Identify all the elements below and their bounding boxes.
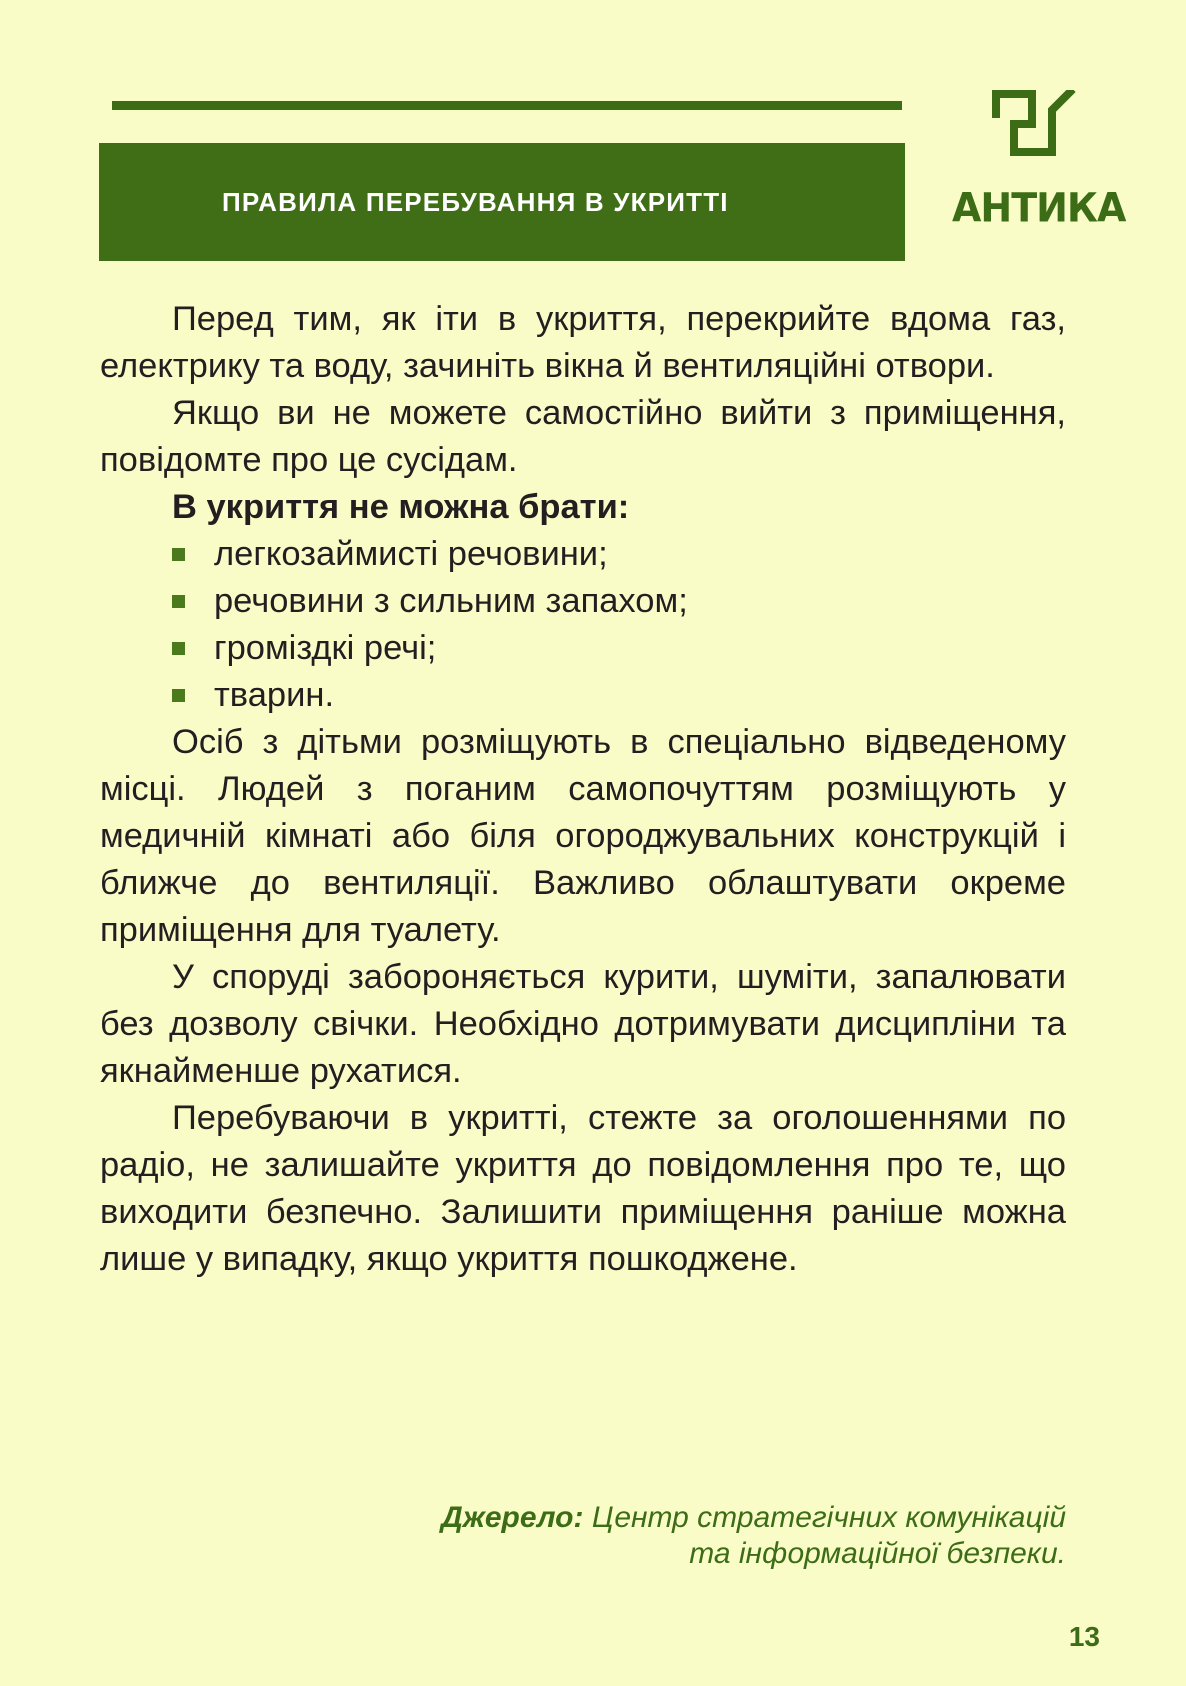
square-bullet-icon — [172, 548, 185, 561]
list-item-text: громіздкі речі; — [214, 629, 437, 667]
main-content — [100, 296, 1066, 1283]
paragraph-notify-neighbors: Якщо ви не можете самостійно вийти з приміщення, повідомте про це сусідам. — [100, 394, 1066, 479]
source-line-1: Центр стратегічних комунікацій — [591, 1501, 1066, 1534]
publisher-logo — [952, 90, 1126, 232]
section-title: ПРАВИЛА ПЕРЕБУВАННЯ В УКРИТТІ — [222, 186, 729, 217]
top-divider-rule — [112, 101, 902, 110]
antyka-logo-icon — [992, 90, 1078, 182]
paragraph-prohibitions: У споруді забороняється курити, шуміти, запалювати без дозволу свічки. Необхідно дотримувати дисципліни та якнайменше рухатися. — [100, 958, 1066, 1090]
page-number: 13 — [1068, 1621, 1100, 1652]
prohibited-items-heading: В укриття не можна брати: — [172, 488, 630, 526]
list-item-text: легкозаймисті речовини; — [214, 535, 608, 573]
paragraph-announcements: Перебуваючи в укритті, стежте за оголошеннями по радіо, не залишайте укриття до повідомлення про те, що виходити безпечно. Залишити приміщення раніше можна лише у випадку, якщо укриття пошкоджене. — [100, 1099, 1066, 1278]
prohibited-items-list — [100, 531, 1066, 719]
list-item-text: тварин. — [214, 676, 335, 714]
source-label: Джерело: — [441, 1501, 584, 1534]
list-item — [172, 625, 1066, 672]
source-citation — [441, 1500, 1066, 1572]
square-bullet-icon — [172, 595, 185, 608]
logo-wordmark: АНТИКА — [952, 184, 1126, 232]
square-bullet-icon — [172, 689, 185, 702]
list-item — [172, 672, 1066, 719]
source-line-2: та інформаційної безпеки. — [689, 1537, 1066, 1570]
list-item-text: речовини з сильним запахом; — [214, 582, 688, 620]
paragraph-before-shelter: Перед тим, як іти в укриття, перекрийте вдома газ, електрику та воду, зачиніть вікна й вентиляційні отвори. — [100, 300, 1066, 385]
section-header-bar — [99, 143, 905, 261]
list-item — [172, 578, 1066, 625]
square-bullet-icon — [172, 642, 185, 655]
paragraph-placement: Осіб з дітьми розміщують в спеціально відведеному місці. Людей з поганим самопочуттям розміщують у медичній кімнаті або біля огороджувальних конструкцій і ближче до вентиляції. Важливо облаштувати окреме приміщення для туалету. — [100, 723, 1066, 949]
list-item — [172, 531, 1066, 578]
